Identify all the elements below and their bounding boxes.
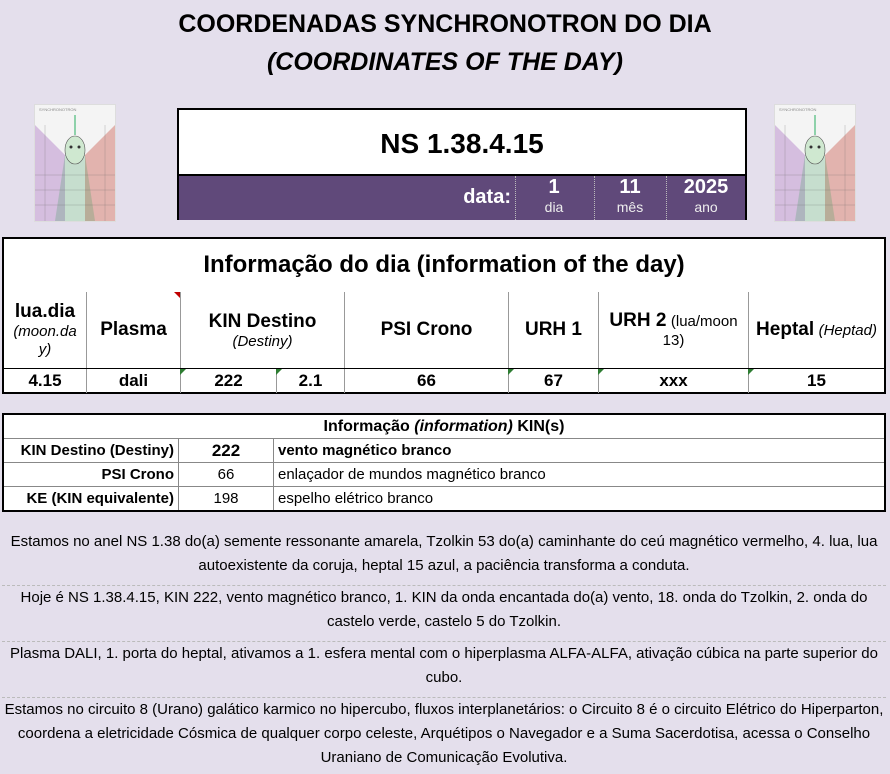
- value-psi-crono: 66: [344, 369, 508, 393]
- column-header-label: KIN Destino: [208, 310, 317, 332]
- thumbnail-caption: SYNCHRONOTRON: [779, 107, 817, 112]
- month-value: 11: [619, 176, 641, 198]
- value-urh2: xxx: [598, 369, 748, 393]
- column-header-sub: (Heptad): [818, 322, 877, 339]
- column-header-sub: (lua/moon 13): [662, 313, 738, 349]
- kin-row-name: enlaçador de mundos magnético branco: [274, 463, 886, 487]
- paragraph-ring: Estamos no anel NS 1.38 do(a) semente ressonante amarela, Tzolkin 53 do(a) caminhante do ceú magnético vermelho, 4. lua, lua autoexistente da coruja, heptal 15 azul, a paciência transforma a conduta.: [2, 530, 886, 578]
- column-plasma: [86, 292, 180, 368]
- kin-row-number: 198: [179, 487, 274, 512]
- year-value: 2025: [683, 176, 729, 198]
- column-urh2: [598, 292, 748, 368]
- table-row: [3, 487, 885, 512]
- column-heptal: [748, 292, 884, 368]
- value-kin-destino: 222: [180, 369, 276, 393]
- kin-row-label: PSI Crono: [3, 463, 179, 487]
- thumbnail-caption: SYNCHRONOTRON: [39, 107, 77, 112]
- value-lua-dia: 4.15: [28, 371, 62, 390]
- value-heptal: 15: [748, 369, 884, 393]
- kin-row-name: espelho elétrico branco: [274, 487, 886, 512]
- month-field: [599, 176, 661, 215]
- column-lua-dia: [4, 292, 86, 368]
- value-plasma: dali: [86, 369, 180, 393]
- column-header-label: URH 1: [524, 319, 582, 340]
- column-header-sub: (moon.day): [13, 323, 77, 358]
- paragraph-plasma: Plasma DALI, 1. porta do heptal, ativamos a 1. esfera mental com o hiperplasma ALFA-ALFA, ativação cúbica na parte superior do cubo.: [2, 641, 886, 690]
- kin-info-table: [2, 413, 886, 512]
- column-header-label: lua.dia: [14, 301, 76, 322]
- kin-info-title: Informação (information) KIN(s): [3, 414, 885, 439]
- day-info-panel: [2, 237, 886, 394]
- column-header-label: PSI Crono: [380, 319, 473, 340]
- month-label: mês: [616, 199, 644, 215]
- kin-row-number: 66: [179, 463, 274, 487]
- year-field: [671, 176, 741, 215]
- column-header-sub: (Destiny): [232, 332, 293, 350]
- table-row: [3, 439, 885, 463]
- column-psi-crono: [344, 292, 508, 368]
- date-bar: [179, 174, 745, 220]
- column-header-label: Heptal: [756, 319, 815, 340]
- column-kin-destino: [180, 292, 344, 368]
- ns-code: NS 1.38.4.15: [380, 128, 544, 159]
- kin-row-label: KIN Destino (Destiny): [3, 439, 179, 463]
- day-label: dia: [544, 199, 564, 215]
- synchronotron-image-left: [34, 104, 116, 222]
- paragraph-circuit: Estamos no circuito 8 (Urano) galático karmico no hipercubo, fluxos interplanetários: o Circuito 8 é o circuito Elétrico do Hiperparton, coordena a eletricidade Cósmica de qualquer corpo celeste, Arquétipos o Navegador e a Suma Sacerdotisa, acessa o Conselho Uraniano de Comunicação Evolutiva.: [2, 697, 886, 770]
- day-info-title: Informação do dia (information of the day): [203, 251, 685, 278]
- table-row: [3, 463, 885, 487]
- synchronotron-image-right: [774, 104, 856, 222]
- coordinates-box: [177, 108, 747, 220]
- page-subtitle: (COORDINATES OF THE DAY): [266, 48, 623, 76]
- column-header-label: URH 2: [609, 310, 667, 331]
- value-urh1: 67: [508, 369, 598, 393]
- kin-row-name: vento magnético branco: [274, 439, 886, 463]
- day-value: 1: [548, 176, 560, 198]
- date-label: data:: [463, 186, 511, 208]
- column-header-label: Plasma: [100, 319, 167, 340]
- year-label: ano: [694, 199, 718, 215]
- kin-row-label: KE (KIN equivalente): [3, 487, 179, 512]
- kin-row-number: 222: [179, 439, 274, 463]
- page-title: COORDENADAS SYNCHRONOTRON DO DIA: [178, 10, 712, 38]
- value-kin-destino-2: 2.1: [276, 369, 344, 393]
- column-urh1: [508, 292, 598, 368]
- day-field: [524, 176, 584, 215]
- paragraph-today: Hoje é NS 1.38.4.15, KIN 222, vento magnético branco, 1. KIN da onda encantada do(a) vento, 18. onda do Tzolkin, 2. onda do castelo verde, castelo 5 do Tzolkin.: [2, 585, 886, 634]
